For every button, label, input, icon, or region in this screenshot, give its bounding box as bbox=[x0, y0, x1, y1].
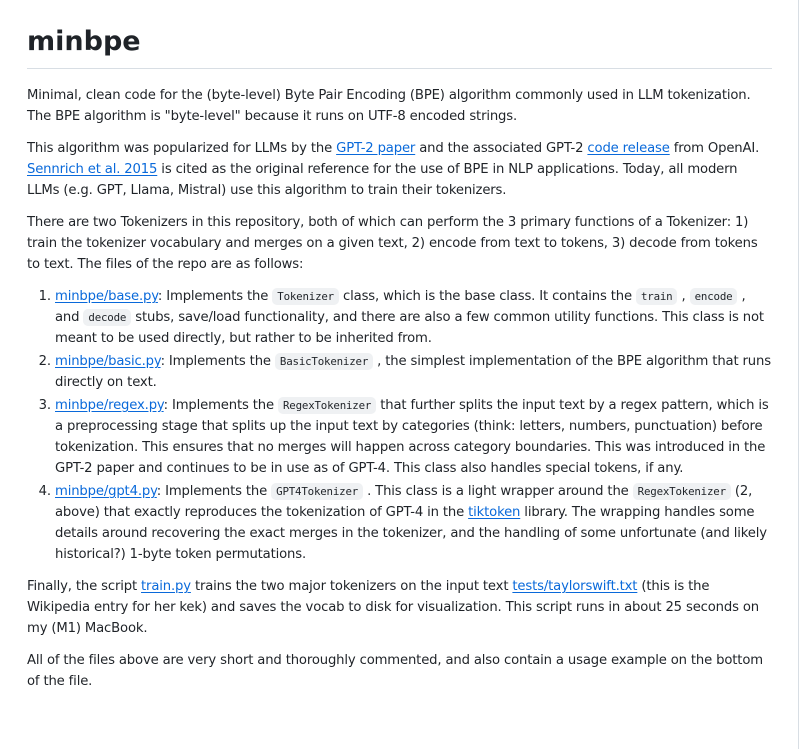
code-gpt4-tokenizer: GPT4Tokenizer bbox=[271, 483, 363, 500]
text-span: class, which is the base class. It contains the bbox=[338, 289, 636, 304]
base-py-link[interactable]: minbpe/base.py bbox=[55, 289, 158, 304]
sennrich-link[interactable]: Sennrich et al. 2015 bbox=[27, 162, 158, 177]
taylorswift-txt-link[interactable]: tests/taylorswift.txt bbox=[512, 579, 638, 594]
list-item-base bbox=[55, 286, 772, 349]
regex-py-link[interactable]: minbpe/regex.py bbox=[55, 398, 164, 413]
gpt2-paper-link[interactable]: GPT-2 paper bbox=[336, 141, 416, 156]
training-script-paragraph bbox=[27, 576, 772, 639]
page-title: minbpe bbox=[27, 0, 772, 69]
code-basic-tokenizer: BasicTokenizer bbox=[275, 353, 373, 370]
code-decode: decode bbox=[83, 309, 131, 326]
text-span: . This class is a light wrapper around the bbox=[363, 484, 633, 499]
tokenizers-paragraph: There are two Tokenizers in this repository, both of which can perform the 3 primary functions of a Tokenizer: 1) train the tokenizer vocabulary and merges on a given text, 2) encode from text to tokens, 3) decode from tokens to text. The files of the repo are as follows: bbox=[27, 215, 758, 272]
page-right-border bbox=[798, 0, 799, 749]
text-span: (2, above) that exactly reproduces the tokenization of GPT-4 in the bbox=[55, 484, 753, 520]
text-span: , the simplest implementation of the BPE algorithm that runs directly on text. bbox=[55, 354, 771, 390]
text-span: : Implements the bbox=[156, 484, 272, 499]
text-span: This algorithm was popularized for LLMs by the bbox=[27, 141, 337, 156]
code-train: train bbox=[636, 288, 678, 305]
text-span: library. The wrapping handles some details around recovering the exact merges in the tokenizer, and the handling of some unfortunate (and likely historical?) 1-byte token permutations. bbox=[55, 505, 767, 562]
text-span: , bbox=[677, 289, 690, 304]
code-tokenizer: Tokenizer bbox=[272, 288, 339, 305]
text-span: from OpenAI. bbox=[669, 141, 760, 156]
text-span: : Implements the bbox=[160, 354, 275, 369]
code-encode: encode bbox=[690, 288, 738, 305]
train-py-link[interactable]: train.py bbox=[141, 579, 191, 594]
list-item-basic bbox=[55, 351, 772, 393]
list-item-regex bbox=[55, 395, 772, 479]
tiktoken-link[interactable]: tiktoken bbox=[468, 505, 521, 520]
code-release-link[interactable]: code release bbox=[587, 141, 670, 156]
text-span: Finally, the script bbox=[27, 579, 142, 594]
code-regex-tokenizer: RegexTokenizer bbox=[633, 483, 731, 500]
text-span: that further splits the input text by a regex pattern, which is a preprocessing stage that splits up the input text by categories (think: letters, numbers, punctuation) before tokenization. This ensures that no merges will happen across category boundaries. This was introduced in the GPT-2 paper and continues to be in use as of GPT-4. This class also handles special tokens, if any. bbox=[55, 398, 769, 476]
list-item-gpt4 bbox=[55, 481, 772, 565]
intro-paragraph: Minimal, clean code for the (byte-level) Byte Pair Encoding (BPE) algorithm commonly used in LLM tokenization. The BPE algorithm is "byte-level" because it runs on UTF-8 encoded strings. bbox=[27, 88, 751, 124]
text-span: (this is the Wikipedia entry for her kek) and saves the vocab to disk for visualization. This script runs in about 25 seconds on my (M1) MacBook. bbox=[27, 579, 759, 636]
closing-paragraph: All of the files above are very short and thoroughly commented, and also contain a usage example on the bottom of the file. bbox=[27, 653, 763, 689]
text-span: and the associated GPT-2 bbox=[415, 141, 588, 156]
text-span: : Implements the bbox=[157, 289, 273, 304]
text-span: trains the two major tokenizers on the input text bbox=[190, 579, 513, 594]
gpt4-py-link[interactable]: minbpe/gpt4.py bbox=[55, 484, 157, 499]
file-list bbox=[27, 286, 772, 565]
text-span: , and bbox=[55, 289, 746, 325]
readme-article bbox=[27, 0, 772, 703]
text-span: : Implements the bbox=[163, 398, 278, 413]
text-span: is cited as the original reference for the use of BPE in NLP applications. Today, all modern LLMs (e.g. GPT, Llama, Mistral) use this algorithm to train their tokenizers. bbox=[27, 162, 738, 198]
code-regex-tokenizer: RegexTokenizer bbox=[278, 397, 376, 414]
text-span: stubs, save/load functionality, and there are also a few common utility functions. This class is not meant to be used directly, but rather to be inherited from. bbox=[55, 310, 764, 346]
basic-py-link[interactable]: minbpe/basic.py bbox=[55, 354, 161, 369]
history-paragraph bbox=[27, 138, 772, 201]
